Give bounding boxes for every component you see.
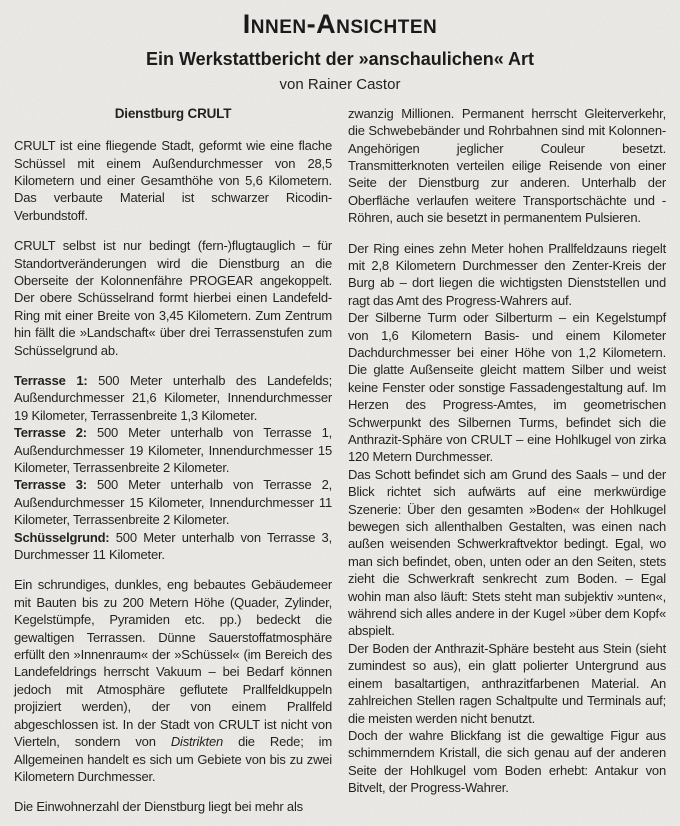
byline: von Rainer Castor [279,75,401,93]
terrace-label: Terrasse 3: [14,477,87,493]
paragraph-crult-intro: CRULT ist eine fliegende Stadt, geformt wie eine flache Schüssel mit einem Außendurchmesser von 28,5 Kilometern und einer Gesamthöhe von 5,6 Kilometern. Das verbaute Material ist schwarzer Ricodin-Verbundstoff. [14,138,332,223]
terrace-text: 500 Meter unterhalb des Landefelds; Außendurchmesser 21,6 Kilometer, Innendurchmesser 19 Kilometer, Terrassenbreite 1,3 Kilometer. [14,372,332,423]
left-column [14,105,332,816]
terrace-text: 500 Meter unterhalb von Terrasse 3, Durchmesser 11 Kilometer. [14,529,332,563]
paragraph-schott: Das Schott befindet sich am Grund des Saals – und der Blick richtet sich aufwärts auf eine merkwürdige Szenerie: Über den gesamten »Boden« der Hohlkugel bewegen sich allenthalben Gestalten, was einen nach außen weisenden Schwerkraftvektor bedingt. Egal, wo man sich befindet, oben, unten oder an den Seiten, stets zieht die Schwerkraft senkrecht zum Boden. – Egal wohin man also läuft: Stets steht man subjektiv »unten«, während sich alles andere in der Kugel »über dem Kopf« abspielt. [348,466,666,639]
two-column-body [0,105,680,816]
terrace-text: 500 Meter unterhalb von Terrasse 1, Außendurchmesser 19 Kilometer, Innendurchmesser 15 Kilometer, Terrassenbreite 2 Kilometer. [14,425,333,475]
terrace-item-1 [14,372,332,424]
right-column [348,105,666,816]
terrace-item-3 [14,476,332,528]
paragraph-blickfang: Doch der wahre Blickfang ist die gewaltige Figur aus schimmerndem Kristall, die sich genau auf der anderen Seite der Hohlkugel vom Boden erhebt: Antakur von Bitvelt, der Progress-Wahrer. [348,727,666,796]
terrace-label: Schüsselgrund: [14,529,110,545]
page-subtitle: Ein Werkstattbericht der »anschaulichen« Art [145,48,535,69]
document-header [0,0,680,93]
paragraph-gebaeudemeer: Ein schrundiges, dunkles, eng bebautes Gebäudemeer mit Bauten bis zu 200 Metern Höhe (Quader, Zylinder, Kegelstümpfe, Pyramiden etc. pp.) bedeckt die gewaltigen Terrassen. Dünne Sauerstoffatmosphäre erfüllt den »Innenraum« der »Schüssel« (im Bereich des Landefeldrings herrscht Vakuum – bei Bedarf können jedoch mit Atmosphäre geflutete Prallfeldkuppeln projiziert werden), der von einem Prallfeld abgeschlossen ist. In der Stadt von CRULT ist nicht von Vierteln, sondern von Distrikten die Rede; im Allgemeinen handelt es sich um Gebiete von bis zu zwei Kilometern Durchmesser. [14,577,332,784]
paragraph-anthrazit-boden: Der Boden der Anthrazit-Sphäre besteht aus Stein (sieht zumindest so aus), ein glatt polierter Untergrund aus einem basaltartigen, anthrazitfarbenen Material. An zahlreichen Stellen ragen Schaltpulte und Terminals auf; die meisten werden nicht benutzt. [348,640,666,726]
terrace-label: Terrasse 2: [14,425,87,441]
page-title: Innen-Ansichten [242,9,438,39]
paragraph-einwohnerzahl: Die Einwohnerzahl der Dienstburg liegt bei mehr als [14,799,303,815]
terrace-item-2 [14,424,332,476]
section-heading-dienstburg-crult: Dienstburg CRULT [114,105,232,121]
paragraph-flugtauglich: CRULT selbst ist nur bedingt (fern-)flugtauglich – für Standortveränderungen wird die Dienstburg an die Oberseite der Kolonnenfähre PROGEAR angekoppelt. Der obere Schüsselrand formt hierbei einen Landefeld-Ring mit einer Breite von 3,45 Kilometern. Zum Zentrum hin fällt die »Landschaft« über drei Terrassenstufen zum Schüsselgrund ab. [14,238,332,358]
terrace-item-schuesselgrund [14,529,332,564]
terrace-list [14,372,332,563]
terrace-label: Terrasse 1: [14,372,88,388]
terrace-text: 500 Meter unterhalb von Terrasse 2, Außendurchmesser 15 Kilometer, Innendurchmesser 11 Kilometer, Terrassenbreite 2 Kilometer. [14,477,333,528]
paragraph-silberturm: Der Silberne Turm oder Silberturm – ein Kegelstumpf von 1,6 Kilometern Basis- und einem Kilometer Dachdurchmesser bei einer Höhe von 1,2 Kilometern. Die glatte Außenseite gleicht mattem Silber und weist keine Fenster oder sonstige Fassadengestaltung auf. Im Herzen des Progress-Amtes, im geometrischen Schwerpunkt des Silbernen Turms, befindet sich die Anthrazit-Sphäre von CRULT – eine Hohlkugel von zirka 120 Metern Durchmesser. [348,310,666,465]
paragraph-verkehr: zwanzig Millionen. Permanent herrscht Gleiterverkehr, die Schwebebänder und Rohrbahnen sind mit Kolonnen-Angehörigen jeglicher Couleur besetzt. Transmitterknoten verteilen eilige Reisende von einer Seite der Dienstburg zur anderen. Unterhalb der Oberfläche verlaufen weitere Transportschächte und -Röhren, auch sie besetzt in permanentem Pulsieren. [348,105,666,226]
paragraph-prallfeldzaun: Der Ring eines zehn Meter hohen Prallfeldzauns riegelt mit 2,8 Kilometern Durchmesser den Zenter-Kreis der Burg ab – dort liegen die wichtigsten Dienststellen und ragt das Amt des Progress-Wahrers auf. [348,240,666,308]
